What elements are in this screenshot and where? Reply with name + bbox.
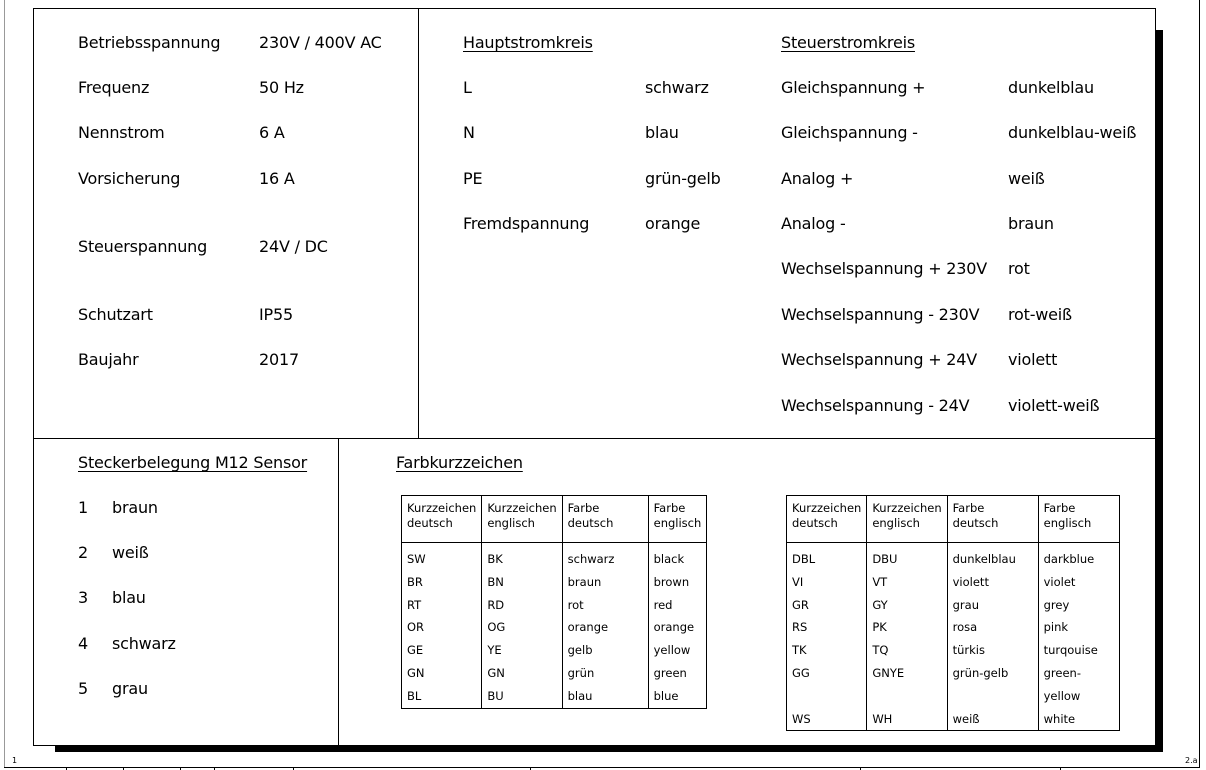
table-cell: blue	[648, 685, 707, 708]
spec-value: IP55	[259, 305, 293, 324]
pin-number: 5	[78, 679, 88, 698]
pin-color: blau	[112, 588, 146, 607]
table-cell: red	[648, 594, 707, 617]
header-line: englisch	[1043, 516, 1092, 530]
table-cell: WH	[867, 708, 947, 731]
column-header	[867, 496, 947, 543]
table-cell: GNYE	[867, 662, 947, 708]
table-cell: darkblue	[1038, 543, 1119, 571]
table-cell: grün-gelb	[947, 662, 1038, 708]
divider	[33, 438, 1155, 439]
header-line: englisch	[653, 516, 702, 530]
table-cell: violett	[947, 571, 1038, 594]
wire-label: Gleichspannung +	[781, 78, 926, 97]
wire-label: Wechselspannung + 230V	[781, 259, 987, 278]
header-line: Farbe	[567, 501, 600, 515]
wire-label: N	[463, 123, 475, 142]
spec-label: Frequenz	[78, 78, 150, 97]
spec-label: Betriebsspannung	[78, 33, 221, 52]
shadow	[1155, 30, 1163, 752]
wire-label: Analog +	[781, 169, 854, 188]
table-cell: WS	[787, 708, 867, 731]
pin-color: schwarz	[112, 634, 176, 653]
shadow	[55, 745, 1163, 752]
divider	[418, 8, 419, 438]
table-cell: TQ	[867, 639, 947, 662]
wire-color: schwarz	[645, 78, 709, 97]
header-line: Farbe	[1043, 501, 1076, 515]
header-line: deutsch	[567, 516, 614, 530]
wire-label: Wechselspannung - 230V	[781, 305, 980, 324]
pin-color: weiß	[112, 543, 149, 562]
table-cell: pink	[1038, 616, 1119, 639]
table-cell: grün	[562, 662, 648, 685]
header-line: Kurzzeichen	[407, 501, 477, 515]
table-cell: GN	[482, 662, 562, 685]
table-cell: GR	[787, 594, 867, 617]
table-cell: BL	[402, 685, 482, 708]
color-table-1	[401, 495, 707, 709]
table-cell: grey	[1038, 594, 1119, 617]
steuerstromkreis-title: Steuerstromkreis	[781, 33, 915, 52]
pin-number: 3	[78, 588, 88, 607]
table-row	[787, 571, 1120, 594]
table-cell: gelb	[562, 639, 648, 662]
wire-color: blau	[645, 123, 679, 142]
table-cell: rot	[562, 594, 648, 617]
table-row	[402, 639, 707, 662]
header-line: deutsch	[792, 516, 838, 530]
table-cell: DBU	[867, 543, 947, 571]
table-row	[787, 662, 1120, 708]
table-cell: schwarz	[562, 543, 648, 571]
spec-value: 230V / 400V AC	[259, 33, 382, 52]
table-cell: VT	[867, 571, 947, 594]
divider	[338, 438, 339, 745]
spec-value: 16 A	[259, 169, 295, 188]
table-cell: rosa	[947, 616, 1038, 639]
table-cell: green-yellow	[1038, 662, 1119, 708]
table-row	[787, 708, 1120, 731]
hauptstromkreis-title: Hauptstromkreis	[463, 33, 593, 52]
spec-value: 6 A	[259, 123, 285, 142]
table-row	[787, 543, 1120, 571]
wire-color: grün-gelb	[645, 169, 721, 188]
wire-label: Wechselspannung - 24V	[781, 396, 970, 415]
wire-label: Wechselspannung + 24V	[781, 350, 977, 369]
table-cell: türkis	[947, 639, 1038, 662]
wire-color: rot-weiß	[1008, 305, 1072, 324]
spec-label: Steuerspannung	[78, 237, 208, 256]
pin-number: 2	[78, 543, 88, 562]
table-row	[402, 685, 707, 708]
column-header	[402, 496, 482, 543]
pin-number: 4	[78, 634, 88, 653]
wire-color: dunkelblau-weiß	[1008, 123, 1137, 142]
spec-label: Vorsicherung	[78, 169, 181, 188]
header-line: englisch	[872, 516, 920, 530]
page-border-right	[1199, 0, 1200, 768]
table-cell: GY	[867, 594, 947, 617]
wire-label: Fremdspannung	[463, 214, 590, 233]
header-line: Farbe	[952, 501, 985, 515]
table-cell: BR	[402, 571, 482, 594]
column-header	[562, 496, 648, 543]
wire-label: L	[463, 78, 472, 97]
table-cell: violet	[1038, 571, 1119, 594]
table-cell: black	[648, 543, 707, 571]
table-row	[787, 639, 1120, 662]
wire-color: violett-weiß	[1008, 396, 1100, 415]
table-cell: YE	[482, 639, 562, 662]
pin-number: 1	[78, 498, 88, 517]
column-header	[482, 496, 562, 543]
table-cell: BK	[482, 543, 562, 571]
spec-value: 24V / DC	[259, 237, 328, 256]
table-cell: weiß	[947, 708, 1038, 731]
pin-color: braun	[112, 498, 158, 517]
wire-color: violett	[1008, 350, 1058, 369]
header-line: englisch	[487, 516, 535, 530]
column-header	[1038, 496, 1119, 543]
table-cell: dunkelblau	[947, 543, 1038, 571]
pin-color: grau	[112, 679, 148, 698]
header-line: Kurzzeichen	[792, 501, 862, 515]
page-number: 1	[12, 756, 18, 765]
wire-label: Analog -	[781, 214, 846, 233]
color-table-2	[786, 495, 1120, 731]
table-cell: orange	[648, 616, 707, 639]
table-cell: blau	[562, 685, 648, 708]
spec-value: 50 Hz	[259, 78, 304, 97]
table-cell: brown	[648, 571, 707, 594]
table-cell: orange	[562, 616, 648, 639]
table-cell: BN	[482, 571, 562, 594]
spec-value: 2017	[259, 350, 299, 369]
table-cell: PK	[867, 616, 947, 639]
table-cell: GN	[402, 662, 482, 685]
table-cell: RS	[787, 616, 867, 639]
header-line: deutsch	[407, 516, 453, 530]
table-cell: TK	[787, 639, 867, 662]
table-cell: RT	[402, 594, 482, 617]
table-cell: OG	[482, 616, 562, 639]
header-line: Kurzzeichen	[487, 501, 557, 515]
table-cell: SW	[402, 543, 482, 571]
wire-label: PE	[463, 169, 483, 188]
wire-color: dunkelblau	[1008, 78, 1094, 97]
wire-color: rot	[1008, 259, 1030, 278]
page-ref: 2.a	[1185, 756, 1198, 765]
wire-color: orange	[645, 214, 701, 233]
table-cell: braun	[562, 571, 648, 594]
table-row	[402, 543, 707, 571]
header-line: deutsch	[952, 516, 999, 530]
title-block-line	[4, 767, 1200, 768]
table-row	[787, 594, 1120, 617]
table-row	[787, 616, 1120, 639]
table-cell: yellow	[648, 639, 707, 662]
table-cell: turqouise	[1038, 639, 1119, 662]
header-line: Farbe	[653, 501, 686, 515]
spec-label: Baujahr	[78, 350, 139, 369]
table-cell: RD	[482, 594, 562, 617]
table-cell: GG	[787, 662, 867, 708]
column-header	[648, 496, 707, 543]
table-row	[402, 571, 707, 594]
header-line: Kurzzeichen	[872, 501, 942, 515]
wire-label: Gleichspannung -	[781, 123, 918, 142]
table-row	[402, 616, 707, 639]
table-cell: DBL	[787, 543, 867, 571]
column-header	[787, 496, 867, 543]
table-row	[402, 594, 707, 617]
table-cell: white	[1038, 708, 1119, 731]
column-header	[947, 496, 1038, 543]
table-cell: GE	[402, 639, 482, 662]
table-cell: green	[648, 662, 707, 685]
table-row	[402, 662, 707, 685]
spec-label: Schutzart	[78, 305, 153, 324]
stecker-title: Steckerbelegung M12 Sensor	[78, 453, 308, 472]
spec-label: Nennstrom	[78, 123, 165, 142]
wire-color: braun	[1008, 214, 1054, 233]
farb-title: Farbkurzzeichen	[396, 453, 523, 472]
table-cell: grau	[947, 594, 1038, 617]
table-cell: OR	[402, 616, 482, 639]
wire-color: weiß	[1008, 169, 1045, 188]
page-border-left	[4, 0, 5, 768]
table-cell: BU	[482, 685, 562, 708]
table-cell: VI	[787, 571, 867, 594]
